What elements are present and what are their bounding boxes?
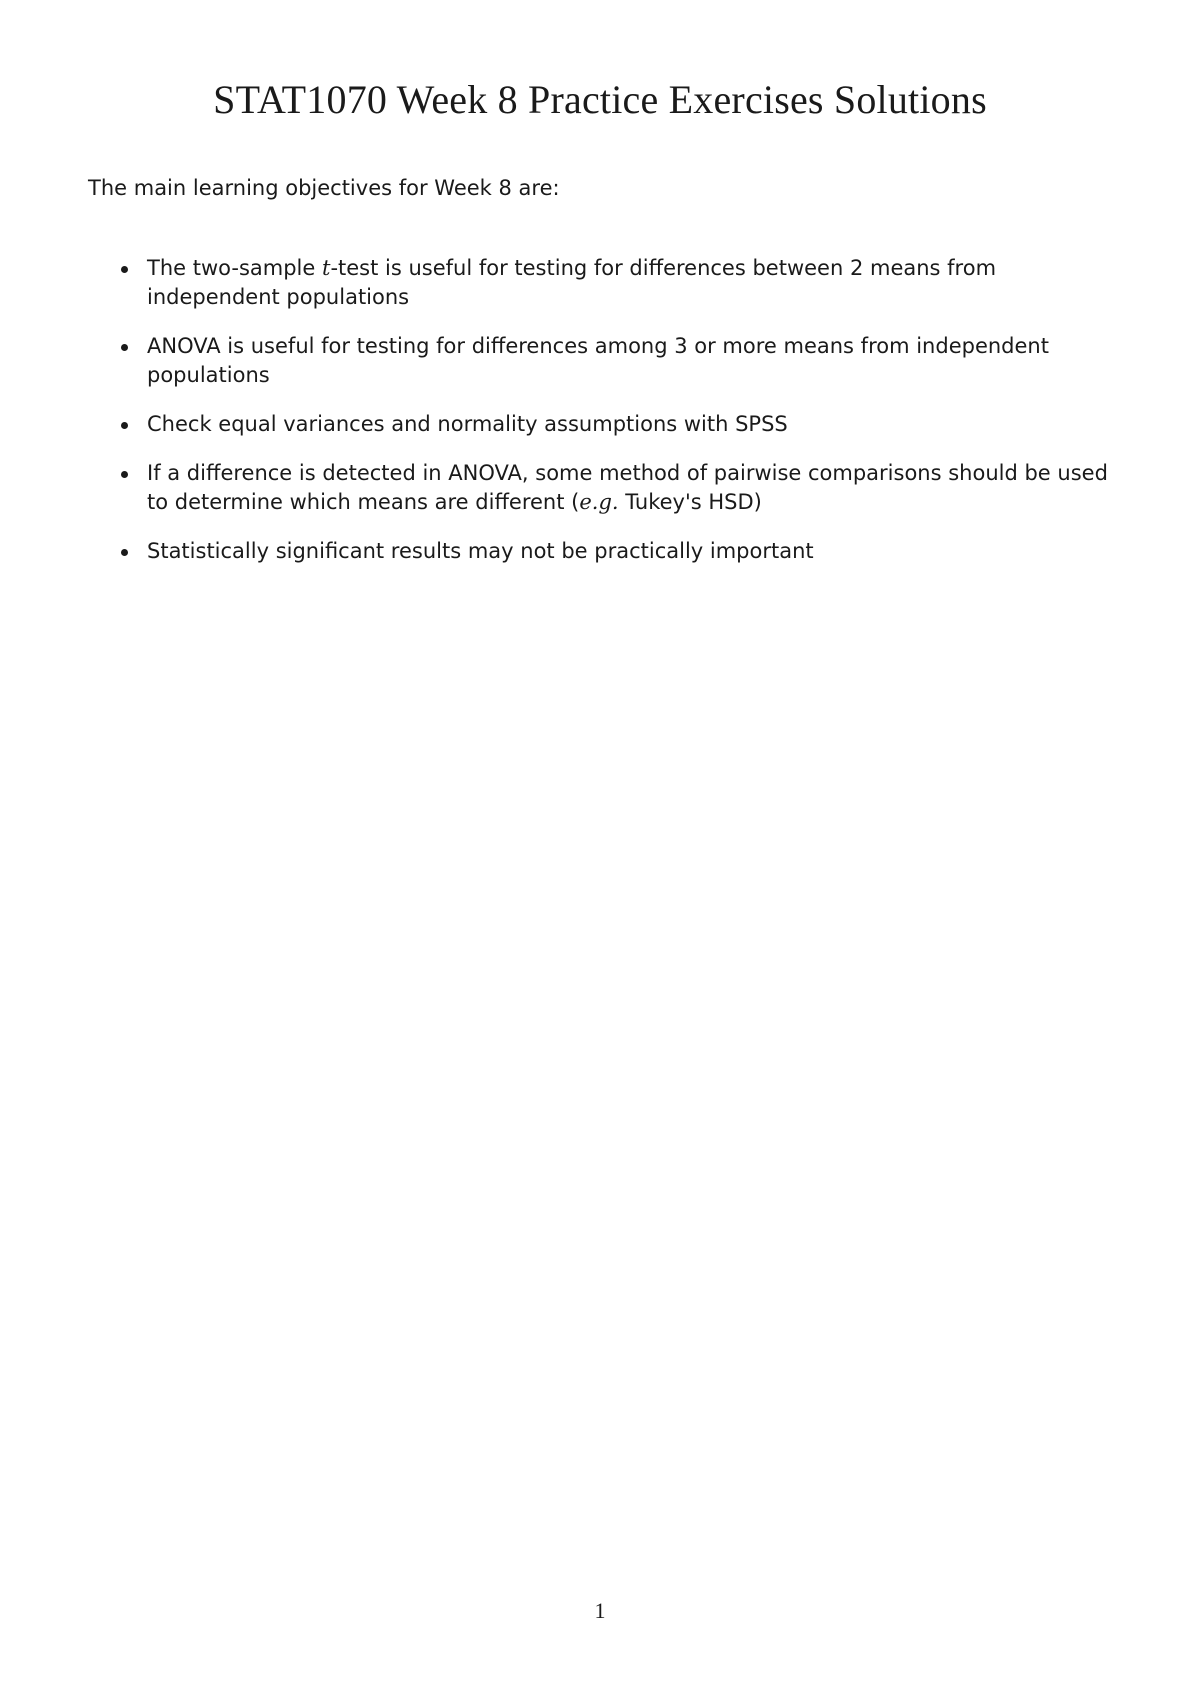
bullet-icon xyxy=(121,471,128,478)
list-item xyxy=(88,332,1128,390)
objective-text-post: -test is useful for testing for differences between 2 means from independent populations xyxy=(147,256,997,309)
objective-text-pre: The two-sample xyxy=(147,256,322,280)
objective-text-post: Tukey's HSD) xyxy=(618,490,762,514)
bullet-icon xyxy=(121,549,128,556)
objective-text-italic: e.g. xyxy=(579,490,619,514)
intro-text: The main learning objectives for Week 8 are: xyxy=(88,176,560,200)
bullet-icon xyxy=(121,422,128,429)
list-item xyxy=(88,459,1128,517)
objectives-list xyxy=(88,254,1128,586)
bullet-icon xyxy=(121,266,128,273)
objective-text-italic: t xyxy=(321,256,331,280)
page-title: STAT1070 Week 8 Practice Exercises Solutions xyxy=(213,77,987,122)
list-item xyxy=(88,537,1128,566)
objective-text: Check equal variances and normality assumptions with SPSS xyxy=(147,412,788,436)
bullet-icon xyxy=(121,344,128,351)
list-item xyxy=(88,410,1128,439)
objective-text-pre: If a difference is detected in ANOVA, some method of pairwise comparisons should be used to determine which means are different ( xyxy=(147,461,1108,514)
objective-text: ANOVA is useful for testing for differences among 3 or more means from independent populations xyxy=(147,334,1049,387)
list-item xyxy=(88,254,1128,312)
objective-text: Statistically significant results may not be practically important xyxy=(147,539,814,563)
page-number: 1 xyxy=(594,1598,606,1623)
